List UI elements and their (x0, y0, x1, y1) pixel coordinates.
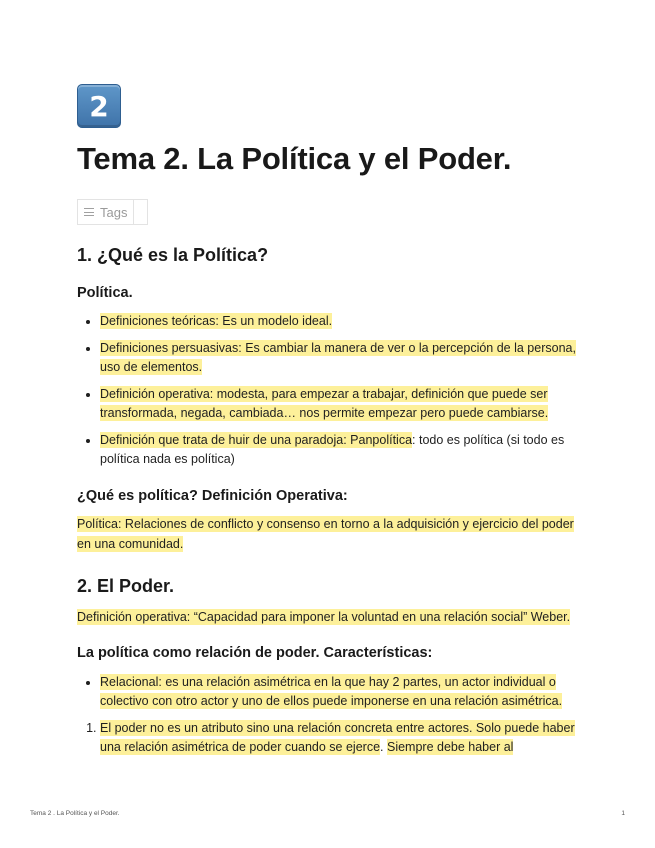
list-item (100, 385, 587, 424)
highlighted-text: Definición operativa: “Capacidad para imponer la voluntad en una relación social” Weber. (77, 609, 571, 624)
list-item (100, 339, 587, 378)
highlighted-text: Siempre debe haber al (386, 740, 514, 755)
page-title: Tema 2. La Política y el Poder. (77, 141, 512, 176)
list-item (100, 719, 587, 758)
list-item (100, 673, 587, 712)
highlighted-text: Definición que trata de huir de una paradoja: Panpolítica (100, 432, 413, 447)
list-icon (84, 208, 94, 216)
highlighted-text: Definición operativa: modesta, para empezar a trabajar, definición que puede ser transformada, negada, cambiada… nos permite empezar pero puede cambiarse. (100, 386, 549, 421)
keycap-two-icon (77, 84, 121, 128)
paragraph (77, 608, 587, 628)
document-page (77, 84, 587, 765)
tags-value-cell[interactable] (133, 200, 147, 224)
plain-text: . (380, 740, 387, 755)
highlighted-text: Definiciones teóricas: Es un modelo ideal. (100, 314, 333, 329)
tags-property[interactable] (77, 199, 148, 225)
footer-title: Tema 2 . La Política y el Poder. (30, 810, 120, 817)
tags-label: Tags (100, 204, 128, 220)
highlighted-text: Relacional: es una relación asimétrica en la que hay 2 partes, un actor individual o colectivo con otro actor y uno de ellos puede imponerse en una relación asimétrica. (100, 674, 563, 709)
characteristics-list (77, 673, 587, 712)
list-item (100, 312, 587, 332)
tags-label-cell (78, 200, 133, 224)
highlighted-text: Definiciones persuasivas: Es cambiar la manera de ver o la percepción de la persona, uso de elementos. (100, 340, 576, 375)
page-number: 1 (621, 810, 625, 817)
keycap-digit: 2 (89, 89, 109, 123)
subheading-caracteristicas: La política como relación de poder. Características: (77, 645, 433, 662)
plain-text: : todo es política (si todo es política nada es política) (100, 432, 565, 467)
highlighted-text: El poder no es un atributo sino una relación concreta entre actores. Solo puede haber una relación asimétrica de poder cuando se ejerce (100, 720, 575, 755)
subheading-politica: Política. (77, 284, 133, 301)
highlighted-text: Política: Relaciones de conflicto y consenso en torno a la adquisición y ejercicio del poder en una comunidad. (77, 517, 574, 551)
list-item (100, 431, 587, 470)
definitions-list (77, 312, 587, 470)
section-heading-poder: 2. El Poder. (77, 576, 175, 597)
subheading-definicion-operativa: ¿Qué es política? Definición Operativa: (77, 487, 348, 504)
numbered-list (77, 719, 587, 758)
section-heading-politica: 1. ¿Qué es la Política? (77, 245, 269, 266)
paragraph (77, 515, 587, 554)
